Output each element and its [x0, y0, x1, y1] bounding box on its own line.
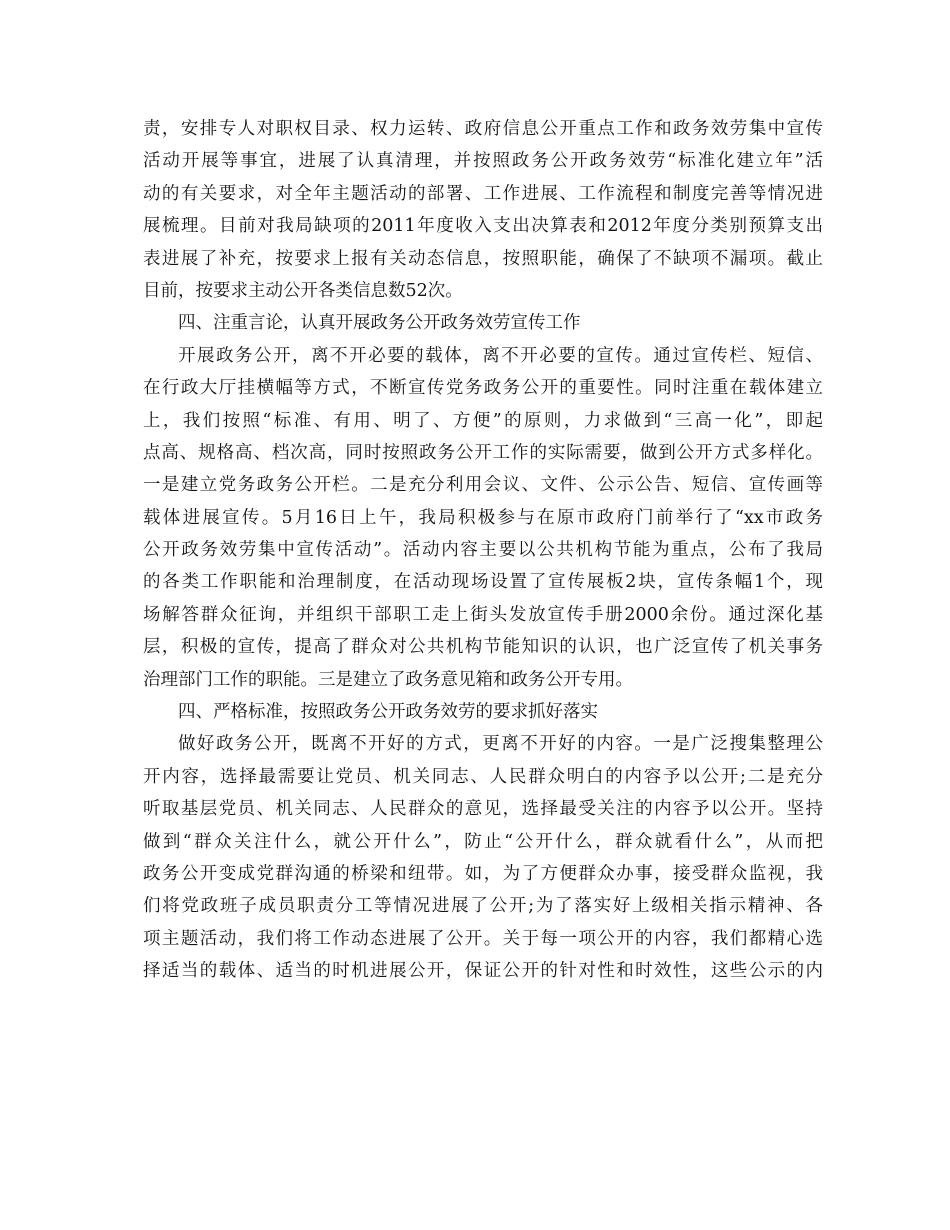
text-line: 展梳理。目前对我局缺项的2011年度收入支出决算表和2012年度分类别预算支出 — [143, 216, 823, 237]
text-line: 层，积极的宣传，提高了群众对公共机构节能知识的认识，也广泛宣传了机关事务 — [143, 637, 823, 658]
text-line: 做好政务公开，既离不开好的方式，更离不开好的内容。一是广泛搜集整理公 — [178, 734, 823, 755]
text-line: 开内容，选择最需要让党员、机关同志、人民群众明白的内容予以公开;二是充分 — [143, 766, 823, 787]
text-line: 公开政务效劳集中宣传活动”。活动内容主要以公共机构节能为重点，公布了我局 — [143, 540, 823, 561]
text-line: 一是建立党务政务公开栏。二是充分利用会议、文件、公示公告、短信、宣传画等 — [143, 475, 823, 496]
text-line: 在行政大厅挂横幅等方式，不断宣传党务政务公开的重要性。同时注重在载体建立 — [143, 378, 823, 399]
text-line: 们将党政班子成员职责分工等情况进展了公开;为了落实好上级相关指示精神、各 — [143, 896, 823, 917]
text-line: 择适当的载体、适当的时机进展公开，保证公开的针对性和时效性，这些公示的内 — [143, 961, 823, 982]
text-line: 做到“群众关注什么，就公开什么”，防止“公开什么，群众就看什么”，从而把 — [143, 831, 823, 852]
text-line: 上，我们按照“标准、有用、明了、方便”的原则，力求做到“三高一化”，即起 — [143, 410, 823, 431]
text-line: 的各类工作职能和治理制度，在活动现场设置了宣传展板2块，宣传条幅1个，现 — [143, 572, 823, 593]
text-line: 场解答群众征询，并组织干部职工走上街头发放宣传手册2000余份。通过深化基 — [143, 604, 823, 625]
text-line: 治理部门工作的职能。三是建立了政务意见箱和政务公开专用。 — [143, 669, 633, 690]
text-line: 政务公开变成党群沟通的桥梁和纽带。如，为了方便群众办事，接受群众监视，我 — [143, 863, 823, 884]
text-line: 点高、规格高、档次高，同时按照政务公开工作的实际需要，做到公开方式多样化。 — [143, 442, 823, 463]
text-line: 责，安排专人对职权目录、权力运转、政府信息公开重点工作和政务效劳集中宣传 — [143, 119, 823, 139]
text-line: 项主题活动，我们将工作动态进展了公开。关于每一项公开的内容，我们都精心选 — [143, 928, 823, 949]
text-line: 开展政务公开，离不开必要的载体，离不开必要的宣传。通过宣传栏、短信、 — [178, 345, 823, 366]
text-line: 载体进展宣传。5月16日上午，我局积极参与在原市政府门前举行了“xx市政务 — [143, 507, 823, 528]
document-page — [143, 113, 823, 988]
section-heading: 四、严格标准，按照政务公开政务效劳的要求抓好落实 — [178, 702, 598, 723]
text-line: 活动开展等事宜，进展了认真清理，并按照政务公开政务效劳“标准化建立年”活 — [143, 151, 823, 172]
text-line: 听取基层党员、机关同志、人民群众的意见，选择最受关注的内容予以公开。坚持 — [143, 799, 823, 820]
text-line: 表进展了补充，按要求上报有关动态信息，按照职能，确保了不缺项不漏项。截止 — [143, 248, 823, 269]
text-line: 目前，按要求主动公开各类信息数52次。 — [143, 280, 463, 301]
text-line: 动的有关要求，对全年主题活动的部署、工作进展、工作流程和制度完善等情况进 — [143, 183, 823, 204]
section-heading: 四、注重言论，认真开展政务公开政务效劳宣传工作 — [178, 313, 581, 334]
